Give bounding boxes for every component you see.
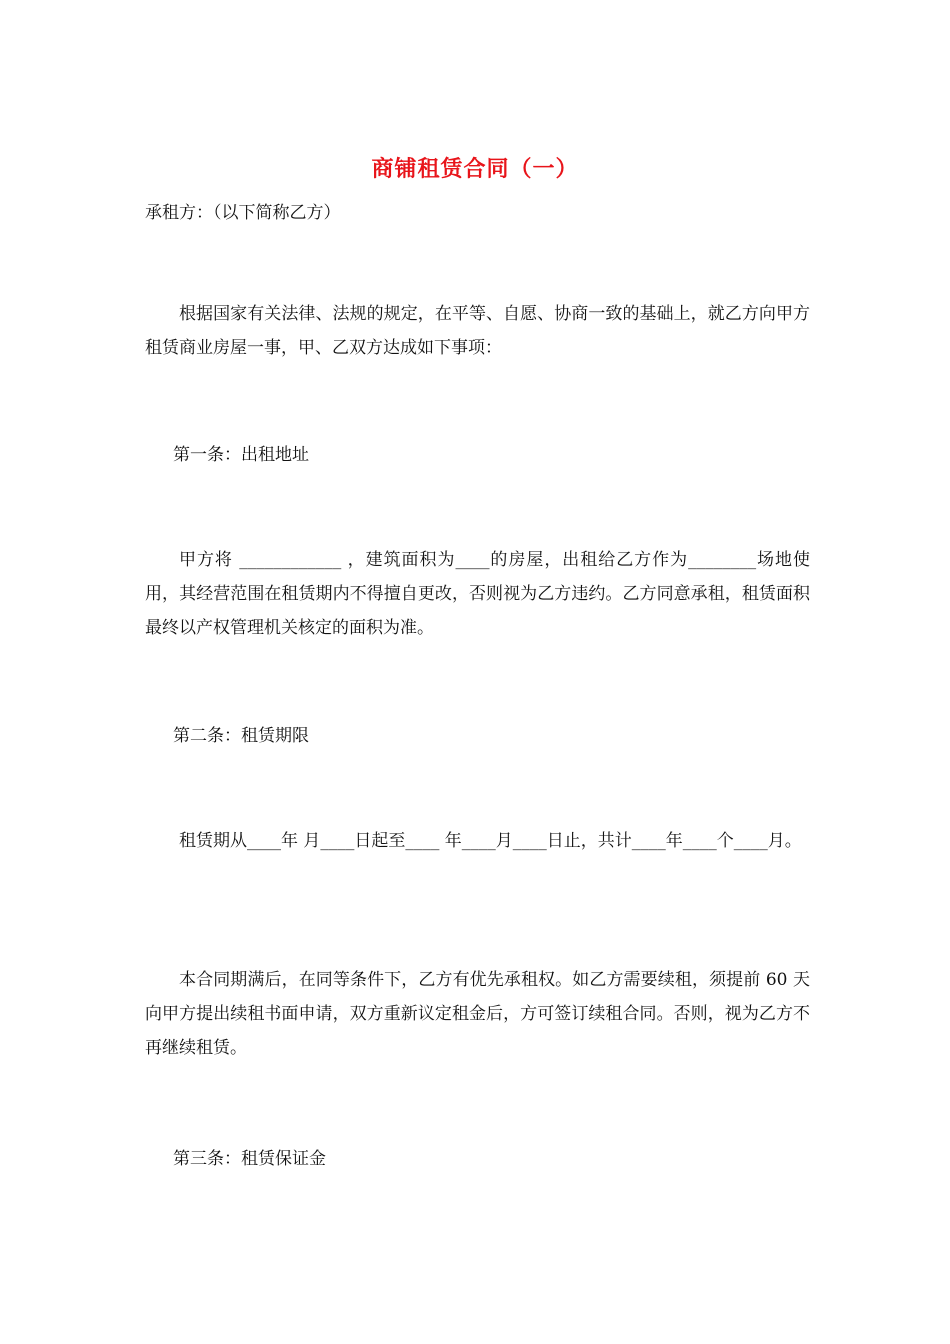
document-title: 商铺租赁合同（一）: [371, 156, 579, 182]
lessee-line: 承租方：（以下简称乙方）: [145, 203, 341, 223]
article-2-heading: 第二条：租赁期限: [173, 726, 309, 746]
article-2-renewal: 本合同期满后，在同等条件下，乙方有优先承租权。如乙方需要续租，须提前 60 天向甲方提出续租书面申请，双方重新议定租金后，方可签订续租合同。否则，视为乙方不再继续租赁。: [145, 970, 810, 1058]
article-1-heading: 第一条：出租地址: [173, 445, 309, 465]
article-1-body: 甲方将 ____________ ，建筑面积为____的房屋，出租给乙方作为________场地使用，其经营范围在租赁期内不得擅自更改，否则视为乙方违约。乙方同意承租，租赁面积最终以产权管理机关核定的面积为准。: [145, 550, 810, 638]
article-3-heading: 第三条：租赁保证金: [173, 1149, 326, 1169]
article-2-body: 租赁期从____年 月____日起至____ 年____月____日止，共计____年____个____月。: [179, 831, 802, 851]
intro-paragraph: 根据国家有关法律、法规的规定，在平等、自愿、协商一致的基础上，就乙方向甲方租赁商业房屋一事，甲、乙双方达成如下事项：: [145, 304, 810, 358]
